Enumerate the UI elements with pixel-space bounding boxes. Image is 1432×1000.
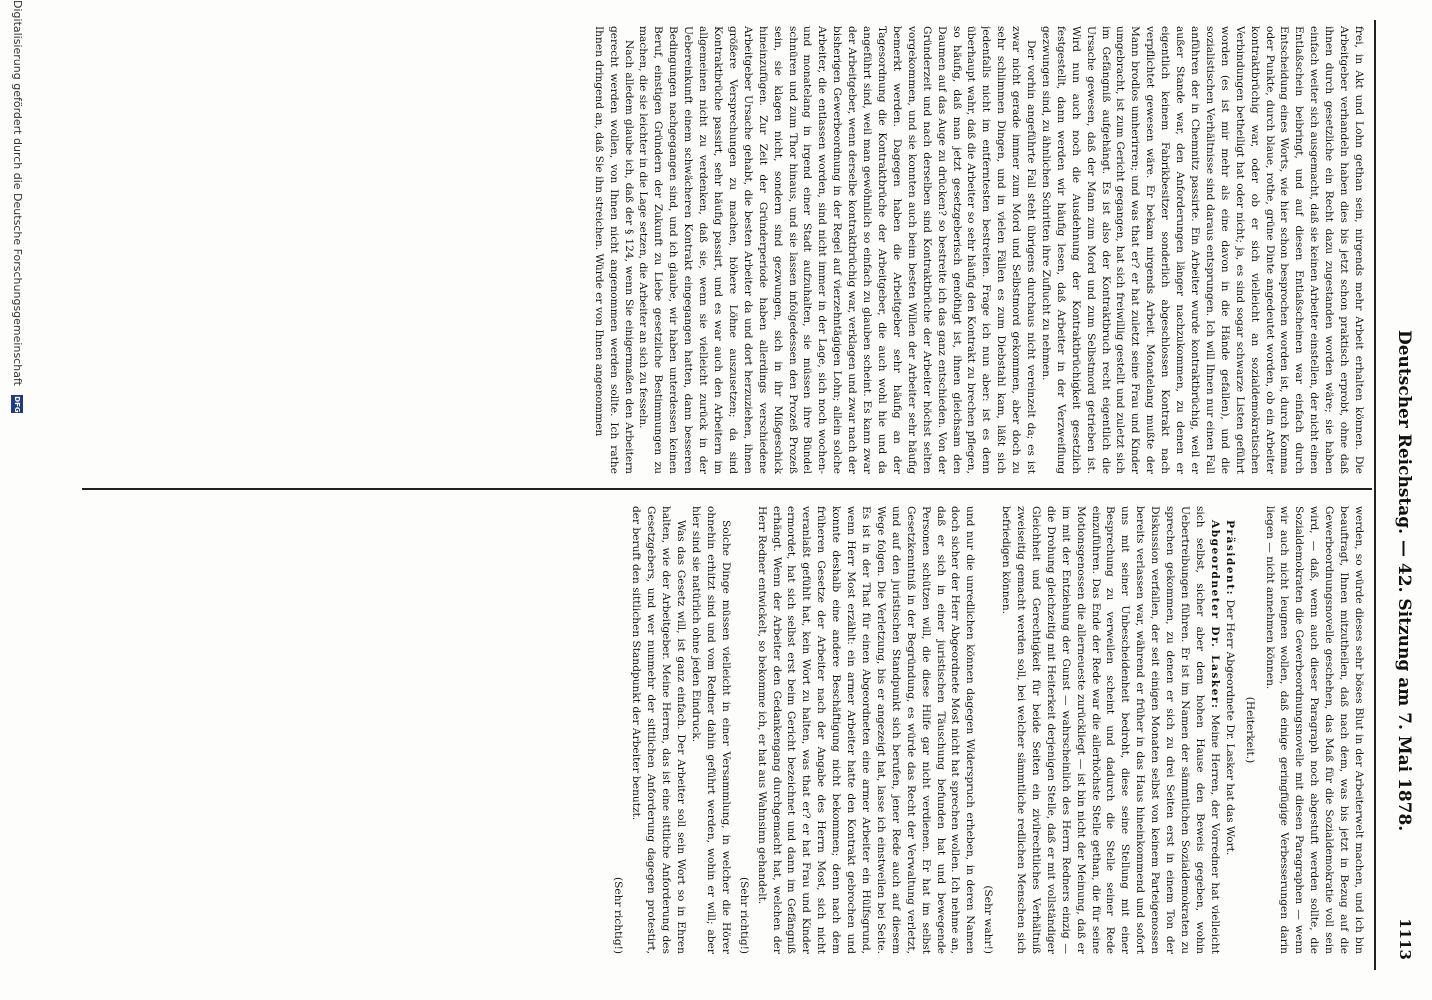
credit-text: Digitalisierung gefördert durch die Deutsche Forschungsgemeinschaft — [11, 0, 24, 386]
left-column — [82, 26, 1366, 474]
interjection: (Heiterkeit.) — [1243, 696, 1256, 764]
right-column — [82, 506, 1366, 954]
interjection: (Sehr wahr!) — [982, 885, 995, 954]
paragraph: Solche Dinge müssen vielleicht in einer Versammlung, in welcher die Hörer ohnehin erhitzt sind und vom Redner dahin geführt werden, wohin er will; aber hier sind sie natürlich ohne jeden Eindruck. — [690, 506, 732, 954]
paragraph: frei, in Akt und Lohn gethan sein, nirgends mehr Arbeit erhalten können. Die Arbeitgeber verhandeln haben dies bis jetzt schon praktisch erprobt, ohne daß ihnen durch gesetzliche ein Recht dazu zugestanden worden wäre; sie haben einfach weiter sich ausgemacht, daß sie keinen Arbeiter einstellen, der nicht einen Entlaßschein beibringt, und auf diesen Entlaßscheinen war einfach durch Entscheidung eines Worts, wie hier schon besprochen worden ist, durch Komma oder Punkte, durch blaue, rothe, grüne Dinte angedeutet worden, ob ein Arbeiter kontraktbrüchig war, oder ob er sich vielleicht an sozialdemokratischen Verbindungen betheiligt hat oder nicht; ja, es sind sogar schwarze Listen geführt worden (es ist mir mehr als eine davon in die Hände gefallen), und die sozialistischen Verhältnisse sind daraus entsprungen. Ich will Ihnen nur einen Fall anführen der in Chemnitz passirte. Ein Arbeiter wurde kontraktbrüchig, weil er außer Stande war, den Anforderungen länger nachzukommen, zu denen er eigentlich keinem Fabrikbesitzer sonderlich abgeschlossen Kontrakt nach verpflichtet gewesen wäre. Er bekam nirgends Arbeit. Monatelang mußte der Mann brodlos umherirren; und was that er? er hat zuletzt seine Frau und Kinder umgebracht, ist zum Gericht gegangen, hat sich freiwillig gestellt und zuletzt sich im Gefängniß aufgehängt. Es ist also der Kontraktbruch recht eigentlich die Ursache gewesen, daß der Mann zum Mord und zum Selbstmord getrieben ist. Wird nun auch noch die Ausdehnung der Kontraktbrüchigkeit gesetzlich festgestellt, dann werden wir häufig lesen, daß Arbeiter in der Verzweiflung gezwungen sind, zu ähnlichen Schritten ihre Zuflucht zu nehmen. — [1039, 26, 1365, 474]
digitization-credit — [11, 0, 24, 1000]
paragraph: Der vorhin angeführte Fall steht übrigens durchaus nicht vereinzelt da; es ist zwar nicht gerade immer zum Mord und Selbstmord gekommen, aber doch zu sehr schlimmen Dingen, und in vielen Fällen es zum Diebstahl kam, läßt sich jedenfalls nicht im entferntesten bestreiten. Frage ich nun aber: ist es denn überhaupt wahr, daß die Arbeiter so sehr häufig den Kontrakt zu brechen pflegen, so häufig, daß man jetzt gesetzgeberisch genöthigt ist, ihnen gleichsam den Daumen auf das Auge zu drücken? so bestreite ich das ganz entschieden. Von der Gründerzeit und nach derselben sind Kontraktbrüche der Arbeiter höchst selten vorgekommen, und sie konnten auch beim besten Willen der Arbeiter sehr häufig bemerkt werden. Dagegen haben die Arbeitgeber sehr häufig an der Tagesordnung die Kontraktbrüche der Arbeitgeber, die auch wohl hie und da angeführt sind, weil man gewöhnlich so einfach zu glauben scheint. Es kann zwar der Arbeitgeber, wenn derselbe kontraktbrüchig war, verklagen und zwar nach der bisherigen Gewerbeordnung in der Regel auf vierzehntägigen Lohn; allein solche Arbeiter, die entlassen worden, sind nicht immer in der Lage, sich noch wochen- und monatelang in irgend einer Stadt aufzuhalten, sie müssen ihre Bündel schnüren und zum Thor hinaus, und sie lassen infolgedessen den Prozeß Prozeß sein, sie klagen nicht, sondern sind gezwungen, sich in ihr Mißgeschick hineinzufügen. Zur Zeit der Gründerperiode haben allerdings verschiedene Arbeitgeber Ursache gehabt, die besten Arbeiter da und dort herzuziehen, ihnen größere Versprechungen zu machen, höhere Löhne auszusetzen; da sind Kontraktbrüche passirt, sehr häufig passirt, und es war auch den Arbeitern im allgemeinen nicht zu verdenken, daß sie, wenn sie vielleicht zurück in der Uebereinkunft einem schwächeren Kontrakt eingegangen hatten, dann besseren Bedingungen nachgegangen sind, und ich glaube, wir haben unterdessen keinen Beruf, einstigen Gründern der Zukunft zu Liebe gesetzliche Bestimmungen zu machen, die sie leichter in die Lage setzen, die Arbeiter an sich zu fesseln. — [637, 26, 1038, 474]
speech-text: Meine Herren, der Vorredner hat vielleicht sich selbst, sicher aber dem hohen Hause den Beweis gegeben, wohin Uebertreibungen führen. Er ist im Namen der sämmtlichen Sozialdemokraten zu sprechen gekommen, zu denen er sich zu drei Seiten erst in einem Ton der Diskussion verfallen, der seit einigen Monaten selbst von keinem Parteigenossen bereits verlassen war, während er früher in das Haus hineinkommend und sofort uns mit seiner Unbescheidenheit bedroht, diese seine Stellung mit einer Besprechung zu verweilen scheint und dadurch die Stelle seiner Rede einzuführen. Das Ende der Rede war die allerhöchste Stelle gethan, die für seine Motionsgenossen die allerneueste zurückliegt — ist bin nicht der Meinung, daß er im mit der Entziehung der Gunst — wahrscheinlich des Herrn Redners einzig — die Drohung gleichzeitig mit Heiterkeit derjenigen Stelle, daß er mit vollständiger Gleichheit und Gerechtigkeit für beide Seiten ein zivilrechtliches Verhältniß zweiseitig gemacht werden soll, bei welcher sämmtliche redlichen Menschen sich befriedigen können. — [1000, 506, 1221, 954]
paragraph: werden, so würde dieses sehr böses Blut in der Arbeiterwelt machen, und ich bin beauftragt, Ihnen mitzutheilen, daß nach dem, was bis jetzt in Bezug auf die Gewerbeordnungsnovelle geschehen, das Maß für die Sozialdemokratie voll sein wird, — daß, wenn auch dieser Paragraph noch abgestuft werden sollte, die Sozialdemokraten die Gewerbeordnungsnovelle mit diesen Paragraphen — wenn wir auch nicht leugnen wollen, daß einige geringfügige Verbesserungen darin liegen — nicht annehmen können. — [1263, 506, 1365, 954]
interjection: (Sehr richtig!) — [612, 877, 625, 954]
page-title: Deutscher Reichstag. — 42. Sitzung am 7. Mai 1878. — [1394, 330, 1414, 832]
speaker-label: Präsident: — [1223, 520, 1236, 597]
paragraph: Was das Gesetz will, ist ganz einfach. Der Arbeiter soll sein Wort so in Ehren halten, wie der Arbeitgeber. Meine Herren, das ist eine sittliche Anforderung des Gesetzgebers, und wer nunmehr der sittlichen Anforderung dagegen protestirt, der beruft den sittlichen Standpunkt der Arbeiter benutzt. — [630, 506, 688, 954]
speaker-label: Abgeordneter Dr. Lasker: — [1208, 520, 1221, 710]
speaker-paragraph — [1222, 506, 1237, 954]
dfg-logo-icon: DFG — [13, 396, 21, 413]
column-divider — [82, 488, 1372, 490]
header-rule — [1374, 20, 1376, 970]
speaker-paragraph — [998, 506, 1222, 954]
page-number: 1113 — [1396, 918, 1414, 960]
paragraph: und nur die unredlichen können dagegen Widerspruch erheben, in deren Namen doch sicher der Herr Abgeordnete Most nicht hat sprechen wollen. Ich nehme an, daß er sich in einer juristischen Täuschung befunden hat und bewegende Personen schützen will, die diese Hilfe gar nicht verdienen. Er hat im selbst Gesetzkenntniß in der Begründung, es würde das Recht der Verwaltung verletzt, und auf den juristischen Standpunkt sich berufen, jener Rede auch auf diesem Wege folgen. Die Verletzung, bis er angezeigt hat, lasse ich einstweilen bei Seite. Es ist in der That für einen Abgeordneten eine armer Arbeiter ein Hülfsgrund, wenn Herr Most erzählt: ein armer Arbeiter hatte den Kontrakt gebrochen und konnte deshalb eine andere Beschäftigung nicht bekommen; denn nach dem früheren Gesetze der Arbeiter nach der Angabe des Herrn Most, sich nicht veranlaßt gefühlt hat, kein Wort zu halten, was that er? er hat Frau und Kinder ermordet, hat sich selbst erst beim Gericht bezeichnet und dann im Gefängniß erhängt. Wenn der Arbeiter den Gedankengang durchgemacht hat, welchen der Herr Redner entwickelt, so bekomme ich, er hat aus Wahnsinn gehandelt. — [755, 506, 977, 954]
page-header — [1388, 30, 1414, 960]
speech-text: Der Herr Abgeordnete Dr. Lasker hat das Wort. — [1223, 599, 1236, 856]
paragraph: Nach alledem glaube ich, daß der § 124, wenn Sie einigermaßen den Arbeitern gerecht werden wollen, von Ihnen nicht angenommen werden sollte. Ich rathe Ihnen dringend an, daß Sie ihn streichen. Würde er von Ihnen angenommen — [592, 26, 635, 474]
interjection: (Sehr richtig!) — [737, 877, 750, 954]
